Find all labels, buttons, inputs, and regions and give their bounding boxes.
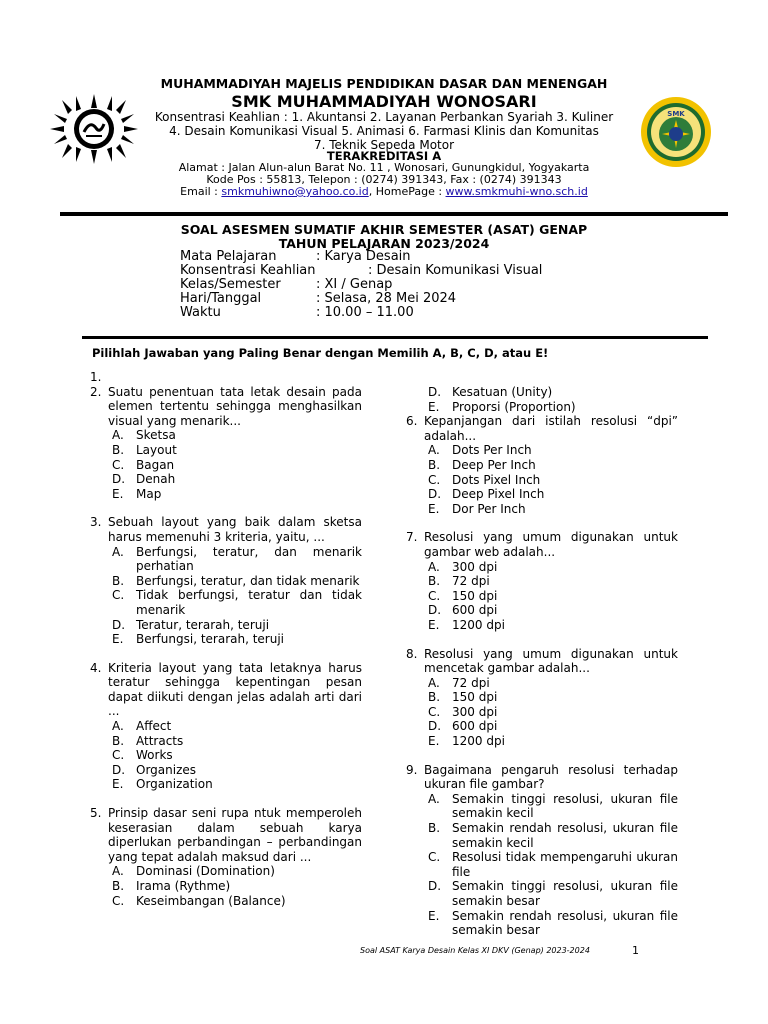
answer-option[interactable] <box>112 748 362 763</box>
question-stem: Sebuah layout yang baik dalam sketsa harus memenuhi 3 kriteria, yaitu, ... <box>108 515 362 544</box>
question <box>90 370 362 385</box>
answer-option[interactable] <box>428 574 678 589</box>
question-number: 1. <box>90 370 102 384</box>
option-text: 150 dpi <box>452 690 498 705</box>
option-letter: C. <box>112 588 125 603</box>
question-number: 9. <box>406 762 418 777</box>
meta-value: : Karya Desain <box>316 249 411 264</box>
option-letter: D. <box>428 487 442 502</box>
option-letter: B. <box>428 457 441 472</box>
option-text: Dots Pixel Inch <box>452 472 541 487</box>
question-stem: Prinsip dasar seni rupa ntuk memperoleh keserasian dalam sebuah karya diperlukan perbandingan – perbandingan yang tepat adalah maksud dari ... <box>108 806 362 864</box>
option-text: Organization <box>136 777 213 792</box>
question <box>90 661 362 792</box>
header-divider <box>60 212 728 216</box>
answer-option[interactable] <box>428 443 678 458</box>
answer-option[interactable] <box>428 909 678 938</box>
question-stem: Resolusi yang umum digunakan untuk gambar web adalah... <box>424 530 678 559</box>
answer-option[interactable] <box>112 879 362 894</box>
meta-value: : 10.00 – 11.00 <box>316 305 414 320</box>
option-text: 150 dpi <box>452 588 498 603</box>
option-letter: B. <box>428 690 441 705</box>
question-stem: Bagaimana pengaruh resolusi terhadap ukuran file gambar? <box>424 762 678 792</box>
option-letter: C. <box>428 850 441 865</box>
option-letter: C. <box>112 748 125 763</box>
option-letter: E. <box>428 734 440 749</box>
option-letter: A. <box>112 864 124 879</box>
question <box>406 414 678 516</box>
option-text: Berfungsi, terarah, teruji <box>136 632 285 647</box>
option-text: Semakin rendah resolusi, ukuran file semakin besar <box>452 908 678 938</box>
email-homepage-line <box>0 185 768 198</box>
answer-option[interactable] <box>112 894 362 909</box>
question-stem: Kriteria layout yang tata letaknya harus teratur sehingga kepentingan pesan dapat diikuti dengan jelas adalah arti dari ... <box>108 660 362 719</box>
answer-option[interactable] <box>112 574 362 589</box>
answer-option[interactable] <box>428 458 678 473</box>
option-letter: D. <box>112 472 126 487</box>
school-name: SMK MUHAMMADIYAH WONOSARI <box>231 92 537 111</box>
option-letter: E. <box>428 399 440 414</box>
meta-value: : Desain Komunikasi Visual <box>368 263 543 278</box>
answer-option[interactable] <box>428 385 678 400</box>
option-letter: B. <box>112 442 125 457</box>
option-letter: E. <box>112 632 124 647</box>
option-text: Keseimbangan (Balance) <box>136 893 286 908</box>
option-letter: A. <box>428 675 440 690</box>
answer-option[interactable] <box>112 428 362 443</box>
option-letter: E. <box>428 617 440 632</box>
option-text: Denah <box>136 472 176 487</box>
option-text: Deep Pixel Inch <box>452 487 545 502</box>
option-letter: E. <box>428 908 440 923</box>
meta-value: : XI / Genap <box>316 277 393 292</box>
option-text: 300 dpi <box>452 559 498 574</box>
option-letter: C. <box>112 893 125 908</box>
answer-option[interactable] <box>428 792 678 821</box>
questions-column-right <box>406 385 678 938</box>
option-text: Kesatuan (Unity) <box>452 385 553 399</box>
question <box>90 385 362 502</box>
answer-option[interactable] <box>428 705 678 720</box>
option-text: Semakin tinggi resolusi, ukuran file semakin besar <box>452 879 678 908</box>
page-number: 1 <box>632 944 639 957</box>
question <box>406 647 678 749</box>
answer-option[interactable] <box>112 545 362 574</box>
option-letter: A. <box>112 544 124 559</box>
answer-option[interactable] <box>428 676 678 691</box>
meta-value: : Selasa, 28 Mei 2024 <box>316 291 457 306</box>
option-text: 600 dpi <box>452 719 498 734</box>
answer-option[interactable] <box>428 690 678 705</box>
answer-option[interactable] <box>428 618 678 633</box>
question-number: 2. <box>90 384 102 399</box>
answer-option[interactable] <box>428 400 678 415</box>
option-text: Irama (Rythme) <box>136 879 231 893</box>
option-text: Dots Per Inch <box>452 443 532 458</box>
answer-option[interactable] <box>112 864 362 879</box>
homepage-link[interactable]: www.smkmuhi-wno.sch.id <box>445 185 588 198</box>
question-stem: Resolusi yang umum digunakan untuk mencetak gambar adalah... <box>424 646 678 676</box>
answer-option[interactable] <box>428 473 678 488</box>
option-letter: B. <box>428 574 441 589</box>
school-logo-text: SMK <box>667 110 685 118</box>
answer-option[interactable] <box>428 589 678 604</box>
exam-title: SOAL ASESMEN SUMATIF AKHIR SEMESTER (ASAT) GENAP <box>180 222 588 237</box>
question <box>90 515 362 646</box>
option-text: Dominasi (Domination) <box>136 864 275 879</box>
concentration-line-3: 7. Teknik Sepeda Motor <box>313 138 455 152</box>
option-letter: B. <box>112 573 125 588</box>
option-letter: B. <box>428 821 441 836</box>
meta-label: Mata Pelajaran <box>180 249 277 264</box>
option-text: Semakin rendah resolusi, ukuran file semakin kecil <box>452 821 678 850</box>
option-letter: B. <box>112 733 125 748</box>
option-text: Organizes <box>136 762 197 777</box>
question-stem: Kepanjangan dari istilah resolusi “dpi” adalah... <box>424 414 678 443</box>
meta-label: Konsentrasi Keahlian <box>180 263 316 278</box>
answer-option[interactable] <box>428 719 678 734</box>
option-text: Works <box>136 748 173 763</box>
answer-option[interactable] <box>112 443 362 458</box>
question-continued <box>406 385 678 414</box>
option-text: Dor Per Inch <box>452 501 526 516</box>
option-letter: A. <box>112 428 124 443</box>
meta-label: Waktu <box>180 305 221 320</box>
answer-option[interactable] <box>428 560 678 575</box>
option-text: 72 dpi <box>452 574 490 589</box>
option-text: Sketsa <box>136 428 176 443</box>
answer-option[interactable] <box>112 618 362 633</box>
answer-option[interactable] <box>112 458 362 473</box>
organization-name: MUHAMMADIYAH MAJELIS PENDIDIKAN DASAR DAN MENENGAH <box>160 76 608 91</box>
instruction: Pilihlah Jawaban yang Paling Benar dengan Memilih A, B, C, D, atau E! <box>92 346 549 360</box>
meta-label: Kelas/Semester <box>180 277 281 292</box>
answer-option[interactable] <box>428 879 678 908</box>
option-text: Proporsi (Proportion) <box>452 399 576 414</box>
option-letter: B. <box>112 879 125 893</box>
answer-option[interactable] <box>112 588 362 617</box>
question <box>90 806 362 908</box>
option-letter: A. <box>428 443 440 458</box>
question-stem: Suatu penentuan tata letak desain pada elemen tertentu sehingga menghasilkan visual yang menarik... <box>108 384 362 428</box>
answer-option[interactable] <box>112 777 362 792</box>
option-letter: D. <box>428 719 442 734</box>
question-number: 3. <box>90 515 102 530</box>
page-footer: Soal ASAT Karya Desain Kelas XI DKV (Genap) 2023-2024 <box>360 946 590 955</box>
option-letter: A. <box>428 791 440 806</box>
concentration-line-2: 4. Desain Komunikasi Visual 5. Animasi 6. Farmasi Klinis dan Komunitas <box>169 124 599 138</box>
option-text: Map <box>136 486 162 501</box>
option-text: Bagan <box>136 457 175 472</box>
option-letter: C. <box>428 704 441 719</box>
option-text: Tidak berfungsi, teratur dan tidak menarik <box>136 588 362 617</box>
option-text: 1200 dpi <box>452 734 505 749</box>
question-stem <box>108 370 362 385</box>
school-contact: Kode Pos : 55813, Telepon : (0274) 391343, Fax : (0274) 391343 <box>206 173 562 186</box>
option-letter: E. <box>112 486 124 501</box>
concentration-line-1: Konsentrasi Keahlian : 1. Akuntansi 2. Layanan Perbankan Syariah 3. Kuliner <box>154 110 614 124</box>
option-letter: C. <box>428 588 441 603</box>
meta-label: Hari/Tanggal <box>180 291 262 306</box>
accreditation: TERAKREDITASI A <box>326 149 442 163</box>
option-text: Resolusi tidak mempengaruhi ukuran file <box>452 850 678 879</box>
option-text: Affect <box>136 719 172 734</box>
option-text: 600 dpi <box>452 603 498 618</box>
answer-option[interactable] <box>112 472 362 487</box>
option-text: Semakin tinggi resolusi, ukuran file semakin kecil <box>452 791 678 821</box>
question <box>406 763 678 938</box>
email-label: Email : <box>180 185 222 198</box>
option-text: Teratur, terarah, teruji <box>136 617 270 632</box>
option-text: Layout <box>136 442 177 457</box>
question <box>406 530 678 632</box>
question-number: 8. <box>406 646 418 661</box>
email-link[interactable]: smkmuhiwno@yahoo.co.id <box>221 185 369 198</box>
option-letter: D. <box>112 762 126 777</box>
answer-option[interactable] <box>428 487 678 502</box>
answer-option[interactable] <box>112 734 362 749</box>
answer-option[interactable] <box>428 603 678 618</box>
option-text: Berfungsi, teratur, dan tidak menarik <box>136 573 360 588</box>
exam-year: TAHUN PELAJARAN 2023/2024 <box>278 236 490 251</box>
option-letter: D. <box>112 617 126 632</box>
option-text: 1200 dpi <box>452 617 505 632</box>
option-letter: D. <box>428 879 442 894</box>
option-letter: C. <box>428 472 441 487</box>
option-letter: C. <box>112 457 125 472</box>
title-divider <box>82 336 708 339</box>
question-number: 5. <box>90 806 102 821</box>
option-letter: A. <box>428 559 440 574</box>
question-number: 7. <box>406 530 418 545</box>
questions-column-left <box>90 370 362 908</box>
option-text: Deep Per Inch <box>452 457 536 472</box>
answer-option[interactable] <box>112 763 362 778</box>
option-text: Berfungsi, teratur, dan menarik perhatian <box>136 544 362 574</box>
homepage-label: , HomePage : <box>368 185 446 198</box>
option-letter: D. <box>428 385 442 399</box>
answer-option[interactable] <box>112 719 362 734</box>
answer-option[interactable] <box>112 487 362 502</box>
option-letter: E. <box>428 501 440 516</box>
answer-option[interactable] <box>428 821 678 850</box>
answer-option[interactable] <box>428 502 678 517</box>
question-number: 6. <box>406 414 418 429</box>
option-letter: D. <box>428 603 442 618</box>
option-letter: E. <box>112 777 124 792</box>
option-letter: A. <box>112 719 124 734</box>
answer-option[interactable] <box>112 632 362 647</box>
option-text: 300 dpi <box>452 704 498 719</box>
option-text: Attracts <box>136 733 184 748</box>
answer-option[interactable] <box>428 850 678 879</box>
answer-option[interactable] <box>428 734 678 749</box>
question-number: 4. <box>90 660 102 675</box>
option-text: 72 dpi <box>452 675 490 690</box>
school-address: Alamat : Jalan Alun-alun Barat No. 11 , Wonosari, Gunungkidul, Yogyakarta <box>178 161 590 174</box>
